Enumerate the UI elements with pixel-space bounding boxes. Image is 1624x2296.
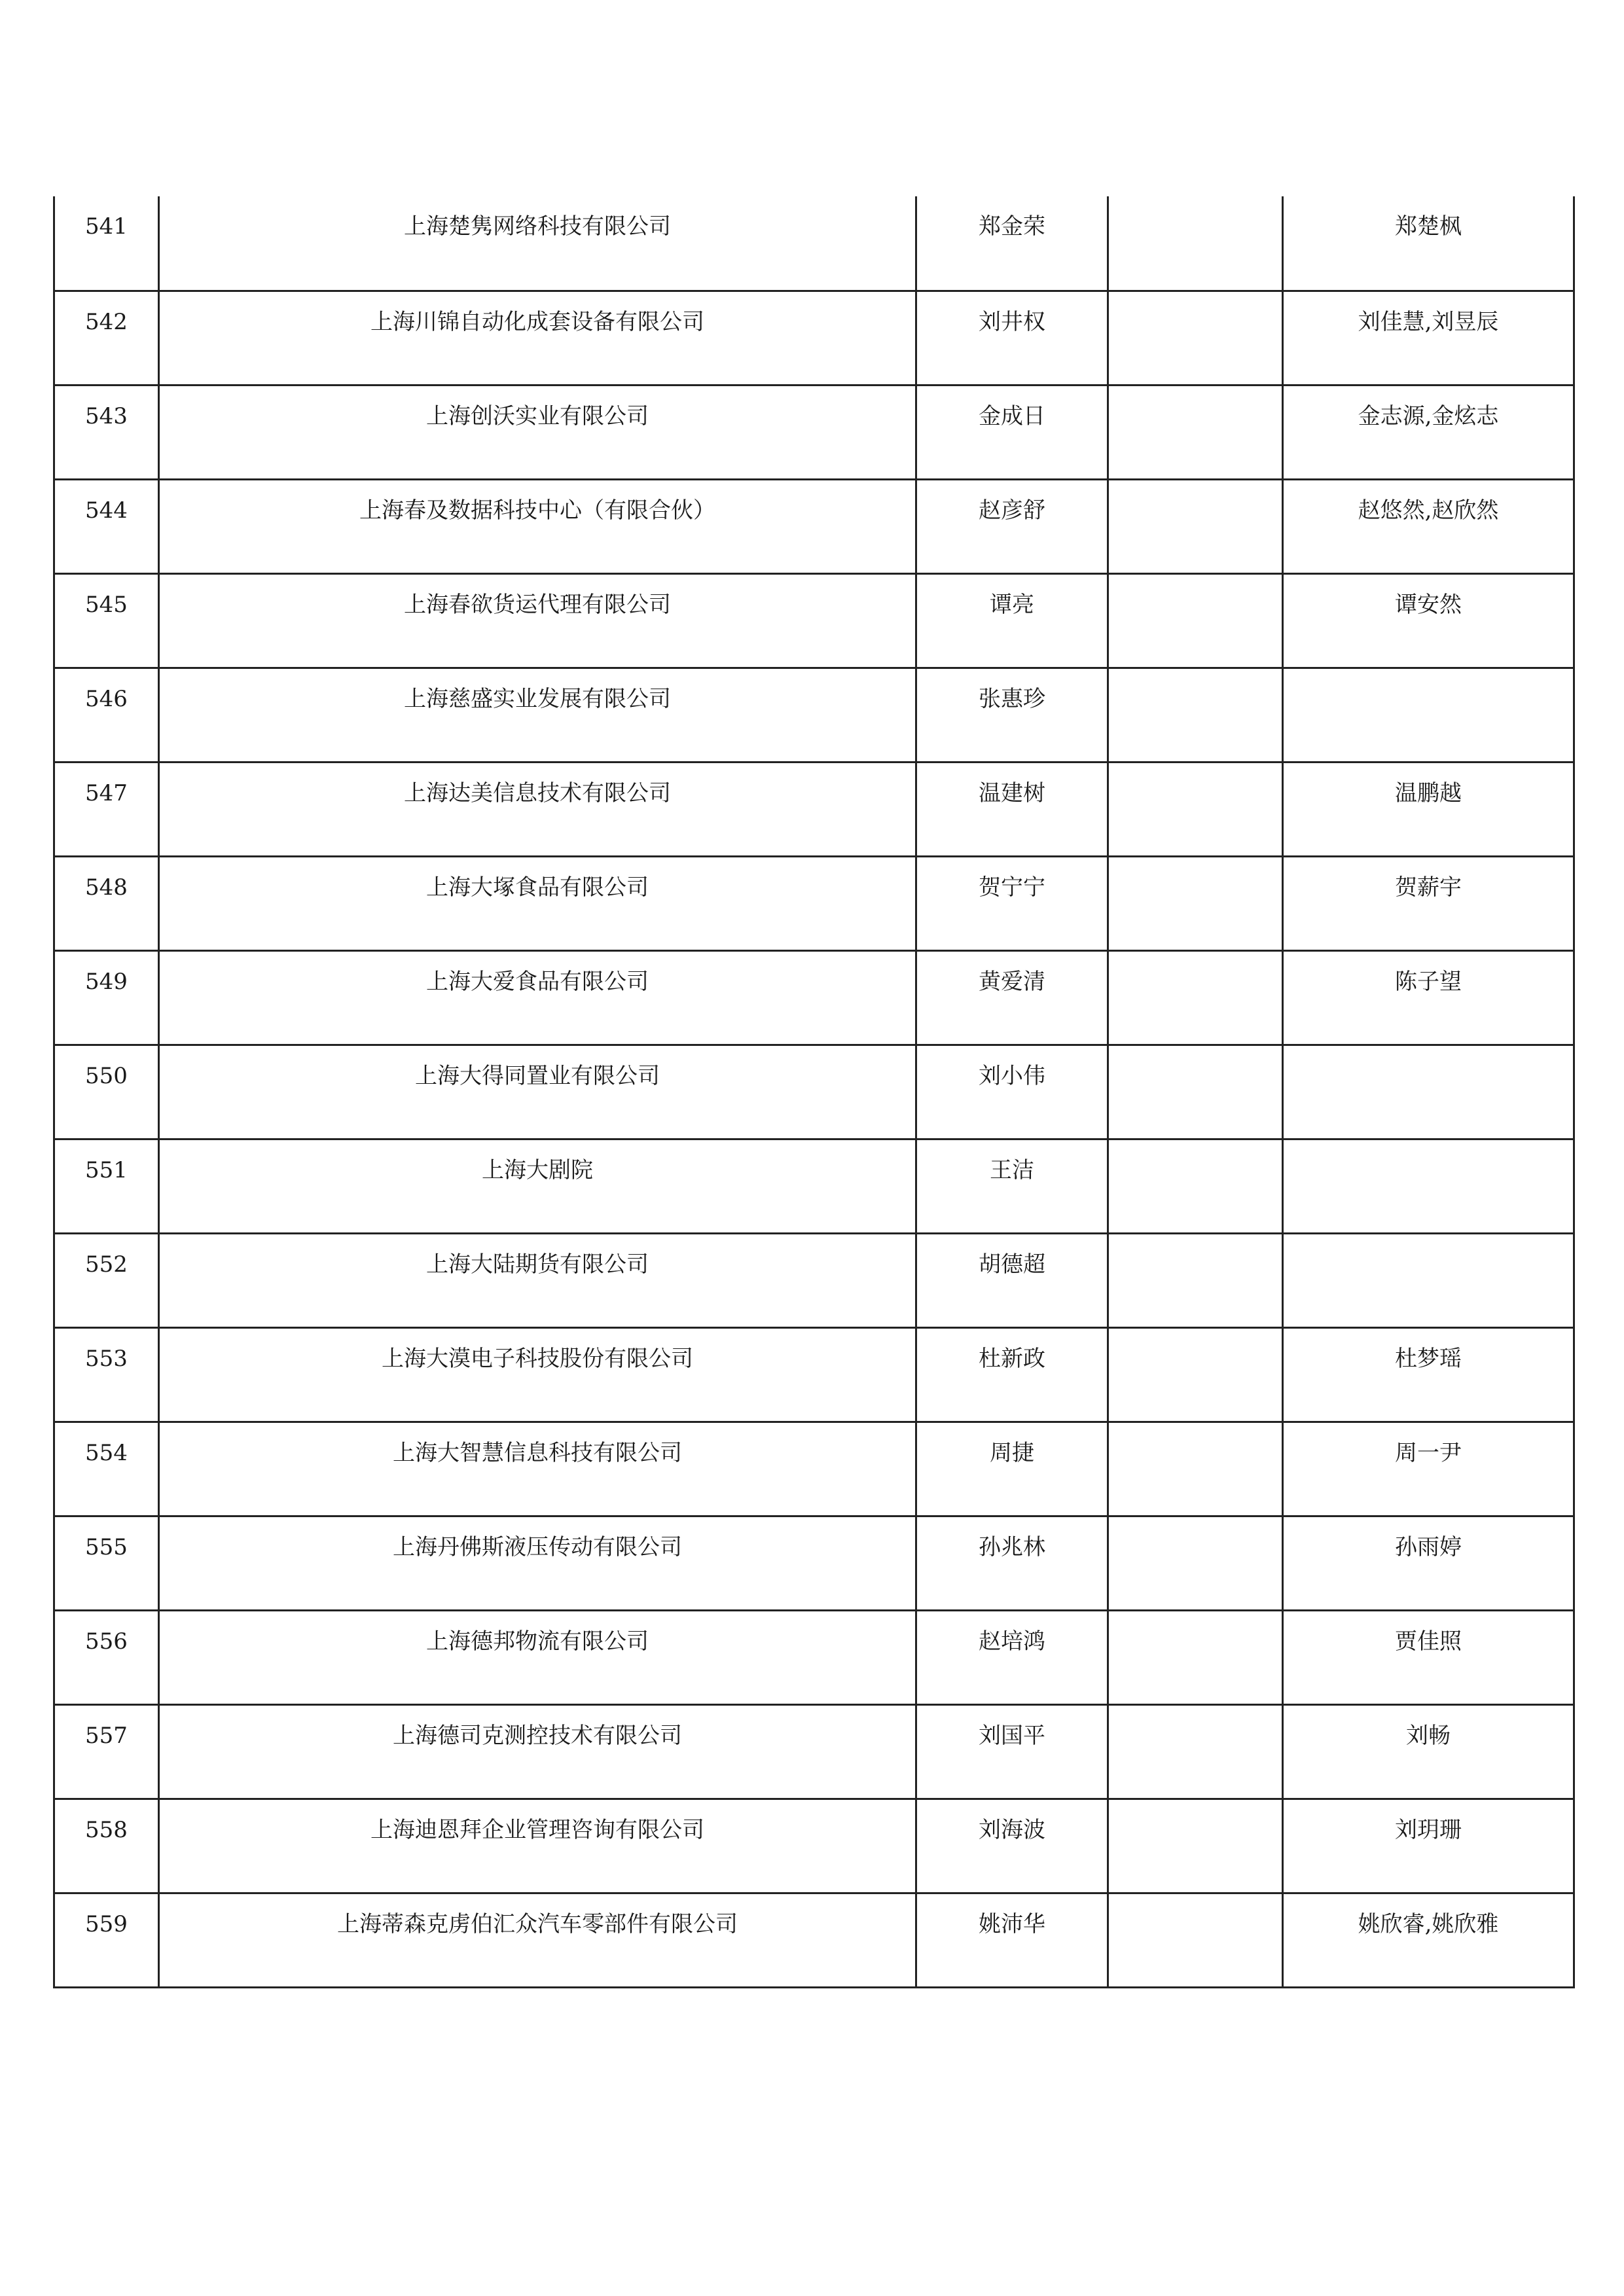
table-row: [54, 479, 1574, 573]
table-row: [54, 1610, 1574, 1704]
company-name: 上海春欲货运代理有限公司: [159, 573, 916, 668]
company-list-table: [53, 196, 1575, 1988]
table-row: [54, 762, 1574, 856]
row-number: 551: [54, 1139, 159, 1233]
person-name: 郑金荣: [916, 196, 1108, 291]
row-number: 549: [54, 950, 159, 1045]
empty-cell: [1108, 1799, 1283, 1893]
children-names: [1283, 1139, 1574, 1233]
person-name: 王洁: [916, 1139, 1108, 1233]
person-name: 贺宁宁: [916, 856, 1108, 950]
empty-cell: [1108, 1422, 1283, 1516]
company-name: 上海大塚食品有限公司: [159, 856, 916, 950]
table-row: [54, 1327, 1574, 1422]
person-name: 赵彦舒: [916, 479, 1108, 573]
table-row: [54, 1422, 1574, 1516]
person-name: 温建树: [916, 762, 1108, 856]
children-names: [1283, 1233, 1574, 1327]
table-body: [54, 196, 1574, 1987]
children-names: 谭安然: [1283, 573, 1574, 668]
empty-cell: [1108, 1704, 1283, 1799]
children-names: 贺薪宇: [1283, 856, 1574, 950]
table-row: [54, 668, 1574, 762]
empty-cell: [1108, 385, 1283, 479]
empty-cell: [1108, 950, 1283, 1045]
person-name: 刘国平: [916, 1704, 1108, 1799]
company-name: 上海丹佛斯液压传动有限公司: [159, 1516, 916, 1610]
children-names: 姚欣睿,姚欣雅: [1283, 1893, 1574, 1987]
company-name: 上海大智慧信息科技有限公司: [159, 1422, 916, 1516]
empty-cell: [1108, 762, 1283, 856]
children-names: 陈子望: [1283, 950, 1574, 1045]
company-name: 上海大得同置业有限公司: [159, 1045, 916, 1139]
empty-cell: [1108, 1610, 1283, 1704]
person-name: 赵培鸿: [916, 1610, 1108, 1704]
row-number: 556: [54, 1610, 159, 1704]
row-number: 550: [54, 1045, 159, 1139]
person-name: 张惠珍: [916, 668, 1108, 762]
table-row: [54, 1893, 1574, 1987]
row-number: 546: [54, 668, 159, 762]
children-names: 杜梦瑶: [1283, 1327, 1574, 1422]
table-row: [54, 1704, 1574, 1799]
row-number: 548: [54, 856, 159, 950]
table-row: [54, 196, 1574, 291]
empty-cell: [1108, 1516, 1283, 1610]
company-name: 上海大漠电子科技股份有限公司: [159, 1327, 916, 1422]
empty-cell: [1108, 1045, 1283, 1139]
empty-cell: [1108, 573, 1283, 668]
company-name: 上海慈盛实业发展有限公司: [159, 668, 916, 762]
person-name: 金成日: [916, 385, 1108, 479]
empty-cell: [1108, 196, 1283, 291]
children-names: [1283, 668, 1574, 762]
person-name: 杜新政: [916, 1327, 1108, 1422]
table-row: [54, 385, 1574, 479]
children-names: 周一尹: [1283, 1422, 1574, 1516]
company-name: 上海川锦自动化成套设备有限公司: [159, 291, 916, 385]
children-names: 金志源,金炫志: [1283, 385, 1574, 479]
row-number: 544: [54, 479, 159, 573]
company-name: 上海大爱食品有限公司: [159, 950, 916, 1045]
row-number: 542: [54, 291, 159, 385]
children-names: 温鹏越: [1283, 762, 1574, 856]
empty-cell: [1108, 1139, 1283, 1233]
table-row: [54, 950, 1574, 1045]
table-row: [54, 1139, 1574, 1233]
person-name: 姚沛华: [916, 1893, 1108, 1987]
person-name: 黄爱清: [916, 950, 1108, 1045]
row-number: 547: [54, 762, 159, 856]
company-name: 上海蒂森克虏伯汇众汽车零部件有限公司: [159, 1893, 916, 1987]
company-name: 上海春及数据科技中心（有限合伙）: [159, 479, 916, 573]
row-number: 545: [54, 573, 159, 668]
children-names: 刘佳慧,刘昱辰: [1283, 291, 1574, 385]
person-name: 周捷: [916, 1422, 1108, 1516]
company-name: 上海德邦物流有限公司: [159, 1610, 916, 1704]
person-name: 胡德超: [916, 1233, 1108, 1327]
children-names: 刘畅: [1283, 1704, 1574, 1799]
empty-cell: [1108, 479, 1283, 573]
row-number: 543: [54, 385, 159, 479]
row-number: 557: [54, 1704, 159, 1799]
company-name: 上海创沃实业有限公司: [159, 385, 916, 479]
row-number: 558: [54, 1799, 159, 1893]
row-number: 552: [54, 1233, 159, 1327]
row-number: 555: [54, 1516, 159, 1610]
table-row: [54, 573, 1574, 668]
company-name: 上海楚隽网络科技有限公司: [159, 196, 916, 291]
company-name: 上海迪恩拜企业管理咨询有限公司: [159, 1799, 916, 1893]
row-number: 553: [54, 1327, 159, 1422]
row-number: 554: [54, 1422, 159, 1516]
person-name: 刘海波: [916, 1799, 1108, 1893]
table-row: [54, 291, 1574, 385]
person-name: 谭亮: [916, 573, 1108, 668]
empty-cell: [1108, 1233, 1283, 1327]
children-names: [1283, 1045, 1574, 1139]
empty-cell: [1108, 291, 1283, 385]
empty-cell: [1108, 856, 1283, 950]
empty-cell: [1108, 1893, 1283, 1987]
person-name: 刘小伟: [916, 1045, 1108, 1139]
empty-cell: [1108, 668, 1283, 762]
children-names: 赵悠然,赵欣然: [1283, 479, 1574, 573]
person-name: 孙兆林: [916, 1516, 1108, 1610]
children-names: 郑楚枫: [1283, 196, 1574, 291]
empty-cell: [1108, 1327, 1283, 1422]
company-name: 上海大陆期货有限公司: [159, 1233, 916, 1327]
row-number: 559: [54, 1893, 159, 1987]
children-names: 孙雨婷: [1283, 1516, 1574, 1610]
children-names: 刘玥珊: [1283, 1799, 1574, 1893]
table-row: [54, 1516, 1574, 1610]
children-names: 贾佳照: [1283, 1610, 1574, 1704]
person-name: 刘井权: [916, 291, 1108, 385]
company-name: 上海德司克测控技术有限公司: [159, 1704, 916, 1799]
table-row: [54, 1799, 1574, 1893]
row-number: 541: [54, 196, 159, 291]
table-row: [54, 1045, 1574, 1139]
company-name: 上海大剧院: [159, 1139, 916, 1233]
table-row: [54, 1233, 1574, 1327]
table-row: [54, 856, 1574, 950]
company-name: 上海达美信息技术有限公司: [159, 762, 916, 856]
